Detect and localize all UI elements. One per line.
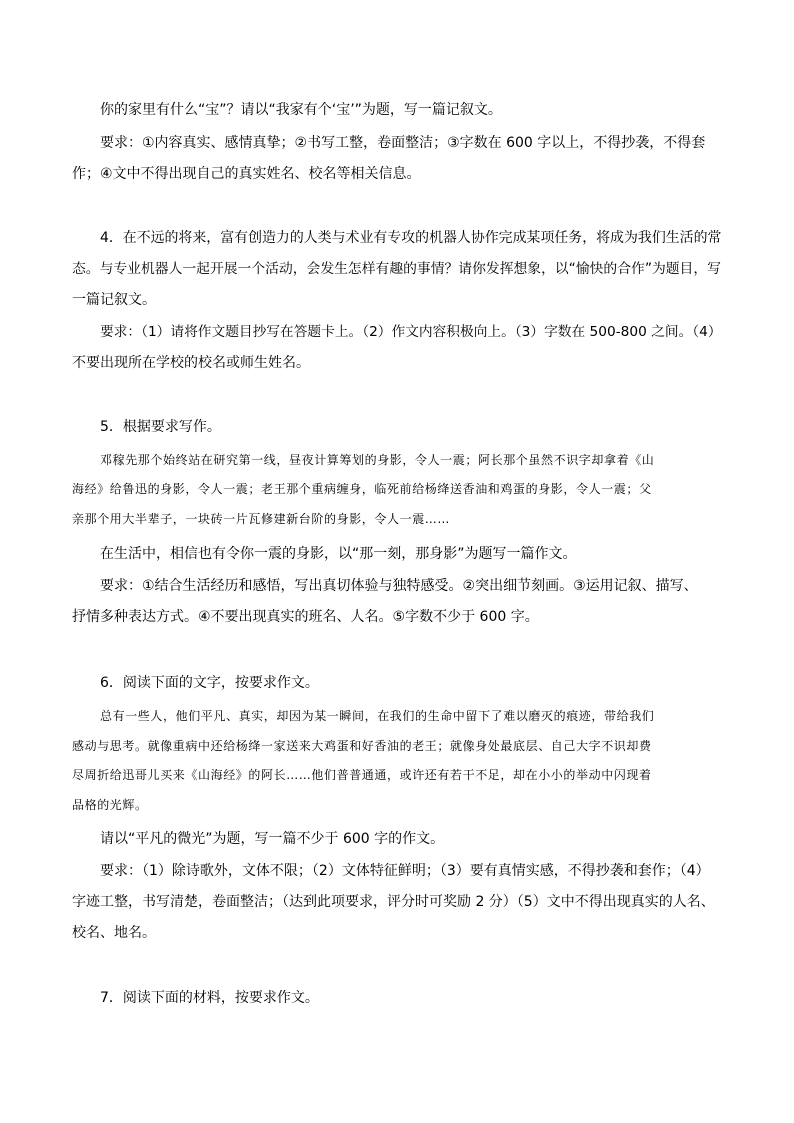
question-6-requirements-line-3: 校名、地名。 [72,925,156,941]
question-5-material-line-2: 海经》给鲁迅的身影，令人一震；老王那个重病缠身，临死前给杨绛送香油和鸡蛋的身影，令人一震；父 [72,482,652,496]
intro-requirements-line-2: 作；④文中不得出现自己的真实姓名、校名等相关信息。 [72,166,421,182]
question-6-material-line-2: 感动与思考。就像重病中还给杨绛一家送来大鸡蛋和好香油的老王；就像身处最底层、自己大字不识却费 [72,739,652,753]
question-6-material-line-1: 总有一些人，他们平凡、真实，却因为某一瞬间，在我们的生命中留下了难以磨灭的痕迹，带给我们 [100,709,655,723]
question-5-requirements-line-2: 抒情多种表达方式。④不要出现真实的班名、人名。⑤字数不少于 600 字。 [72,609,539,625]
question-4-requirements-line-2: 不要出现所在学校的校名或师生姓名。 [72,355,310,371]
question-4-line-2: 态。与专业机器人一起开展一个活动，会发生怎样有趣的事情？请你发挥想象，以“愉快的合作”为题目，写 [72,261,721,277]
question-5-prompt: 在生活中，相信也有令你一震的身影，以“那一刻，那身影”为题写一篇作文。 [100,546,577,562]
question-5-requirements-line-1: 要求：①结合生活经历和感悟，写出真切体验与独特感受。②突出细节刻画。③运用记叙、描写、 [100,578,698,594]
question-4-requirements-line-1: 要求：（1）请将作文题目抄写在答题卡上。（2）作文内容积极向上。（3）字数在 500-800 之间。（4） [100,324,722,340]
question-4-line-3: 一篇记叙文。 [72,292,156,308]
intro-prompt: 你的家里有什么“宝”？请以“我家有个‘宝’”为题，写一篇记叙文。 [100,102,502,118]
question-6-requirements-line-2: 字迹工整，书写清楚，卷面整洁；（达到此项要求，评分时可奖励 2 分）（5）文中不得出现真实的人名、 [72,894,715,910]
question-5-material-line-3: 亲那个用大半辈子，一块砖一片瓦修建新台阶的身影，令人一震…… [72,512,451,526]
question-7-title: 7．阅读下面的材料，按要求作文。 [100,990,319,1006]
question-6-material-line-4: 品格的光辉。 [72,798,148,812]
question-6-title: 6．阅读下面的文字，按要求作文。 [100,675,319,691]
question-5-title: 5．根据要求写作。 [100,419,221,435]
question-6-material-line-3: 尽周折给迅哥儿买来《山海经》的阿长……他们普普通通，或许还有若干不足，却在小小的举动中闪现着 [72,768,652,782]
question-6-prompt: 请以“平凡的微光”为题，写一篇不少于 600 字的作文。 [100,831,445,847]
question-5-material-line-1: 邓稼先那个始终站在研究第一线，昼夜计算筹划的身影，令人一震；阿长那个虽然不识字却拿着《山 [100,453,655,467]
intro-requirements-line-1: 要求：①内容真实、感情真挚；②书写工整，卷面整洁；③字数在 600 字以上，不得抄袭，不得套 [100,135,706,151]
question-4-line-1: 4．在不远的将来，富有创造力的人类与术业有专攻的机器人协作完成某项任务，将成为我们生活的常 [100,230,722,246]
question-6-requirements-line-1: 要求：（1）除诗歌外，文体不限；（2）文体特征鲜明；（3）要有真情实感，不得抄袭和套作；（4） [100,863,710,879]
